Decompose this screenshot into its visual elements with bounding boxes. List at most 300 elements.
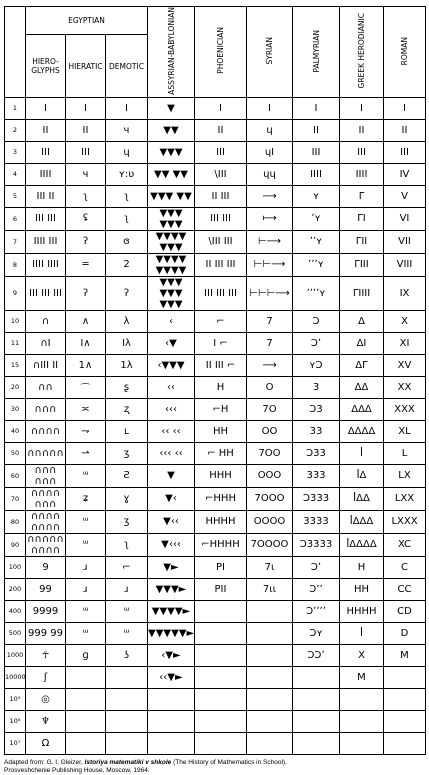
hieroglyphs-cell: I — [26, 97, 66, 119]
table-row — [5, 163, 426, 185]
palmyrian-cell: Ↄʼ — [293, 556, 340, 578]
greek-cell: ꟾΔΔΔ — [340, 510, 384, 533]
demotic-cell: ʖ — [106, 644, 148, 666]
syrian-cell — [247, 644, 293, 666]
roman-cell: X — [384, 310, 426, 332]
number-cell: 20 — [5, 376, 26, 398]
number-cell: 1000 — [5, 644, 26, 666]
phoenician-cell — [195, 666, 247, 688]
syrian-cell: OOO — [247, 464, 293, 487]
table-row — [5, 442, 426, 464]
palmyrian-cell: 3 — [293, 376, 340, 398]
roman-cell: XX — [384, 376, 426, 398]
number-cell: 1 — [5, 97, 26, 119]
greek-cell: H — [340, 556, 384, 578]
hieroglyphs-cell: ∩∩ — [26, 376, 66, 398]
roman-cell — [384, 710, 426, 732]
number-cell: 4 — [5, 163, 26, 185]
roman-cell: XI — [384, 332, 426, 354]
greek-header-label: GREEK HERODIANIC — [357, 13, 366, 89]
palmyrian-cell — [293, 666, 340, 688]
phoenician-cell — [195, 688, 247, 710]
number-cell: 400 — [5, 600, 26, 622]
palmyrian-cell: Ↄ33 — [293, 442, 340, 464]
number-cell: 7 — [5, 230, 26, 253]
syrian-cell — [247, 688, 293, 710]
phoenician-cell — [195, 622, 247, 644]
hieroglyphs-header: HIERO-GLYPHS — [26, 35, 66, 98]
syrian-cell: 7OO — [247, 442, 293, 464]
demotic-cell: λ — [106, 310, 148, 332]
hieratic-cell: ᵚ — [66, 510, 106, 533]
hieroglyphs-cell: ∩ — [26, 310, 66, 332]
table-row — [5, 644, 426, 666]
assyrian-cell: ▼▼▼ ▼▼ — [148, 185, 195, 207]
syrian-cell: 7 — [247, 310, 293, 332]
hieratic-cell: ɹ — [66, 578, 106, 600]
phoenician-cell: ⌐HHH — [195, 487, 247, 510]
caption-book-title: Istoriya matematiki v shkole — [84, 758, 172, 766]
phoenician-cell: III III III — [195, 276, 247, 310]
assyrian-cell: ‹‹ — [148, 376, 195, 398]
hieratic-cell: ⇀ — [66, 442, 106, 464]
assyrian-cell: ▼▼▼► — [148, 578, 195, 600]
assyrian-cell: ‹‹▼► — [148, 666, 195, 688]
palmyrian-cell: Ↄ3333 — [293, 533, 340, 556]
number-cell: 5 — [5, 185, 26, 207]
palmyrian-cell: Ↄʼʼʼʼ — [293, 600, 340, 622]
syrian-cell: I — [247, 97, 293, 119]
assyrian-cell — [148, 732, 195, 754]
hieratic-header: HIERATIC — [66, 35, 106, 98]
hieratic-cell: I∧ — [66, 332, 106, 354]
table-row — [5, 119, 426, 141]
palmyrian-header-label: PALMYRIAN — [311, 29, 321, 73]
demotic-cell: ʔ — [106, 276, 148, 310]
demotic-cell — [106, 688, 148, 710]
demotic-cell: ᵚ — [106, 622, 148, 644]
number-cell: 50 — [5, 442, 26, 464]
greek-cell: ΔΓ — [340, 354, 384, 376]
assyrian-cell: ‹‹ ‹‹ — [148, 420, 195, 442]
table-row — [5, 310, 426, 332]
numeral-systems-table — [4, 6, 426, 755]
phoenician-cell — [195, 644, 247, 666]
roman-cell: C — [384, 556, 426, 578]
assyrian-cell: ‹ — [148, 310, 195, 332]
greek-header — [340, 7, 384, 98]
syrian-cell: ⟶ — [247, 354, 293, 376]
assyrian-cell: ‹‹‹ ‹‹ — [148, 442, 195, 464]
palmyrian-cell: 333 — [293, 464, 340, 487]
roman-cell: I — [384, 97, 426, 119]
phoenician-cell: \III III — [195, 230, 247, 253]
hieratic-cell: ᵚ — [66, 533, 106, 556]
assyrian-cell: ▼ — [148, 97, 195, 119]
greek-cell: ΓIIII — [340, 276, 384, 310]
palmyrian-cell: II — [293, 119, 340, 141]
assyrian-cell: ▼‹‹ — [148, 510, 195, 533]
roman-cell: VI — [384, 207, 426, 230]
phoenician-cell — [195, 732, 247, 754]
table-row — [5, 578, 426, 600]
syrian-cell: 7OOO — [247, 487, 293, 510]
number-cell: 3 — [5, 141, 26, 163]
greek-cell: ΔΔ — [340, 376, 384, 398]
greek-cell: ꟾ — [340, 622, 384, 644]
number-cell: 10 — [5, 310, 26, 332]
table-row — [5, 732, 426, 754]
palmyrian-cell: IIII — [293, 163, 340, 185]
roman-cell: XC — [384, 533, 426, 556]
caption-publisher: Prosveshchenie Publishing House, Moscow, 1964. — [4, 766, 150, 774]
phoenician-cell: I — [195, 97, 247, 119]
number-cell: 10⁶ — [5, 710, 26, 732]
assyrian-cell: ▼‹ — [148, 487, 195, 510]
roman-cell: LX — [384, 464, 426, 487]
hieratic-cell: ≍ — [66, 398, 106, 420]
palmyrian-cell: ↃↃʼ — [293, 644, 340, 666]
hieratic-cell: ⌒ — [66, 376, 106, 398]
syrian-cell: ⊢⊢⟶ — [247, 253, 293, 276]
roman-cell: LXX — [384, 487, 426, 510]
syrian-cell: ⟶ — [247, 185, 293, 207]
roman-cell: II — [384, 119, 426, 141]
syrian-cell: OO — [247, 420, 293, 442]
syrian-cell: ⊢⊢⊢⟶ — [247, 276, 293, 310]
demotic-cell: ʐ — [106, 398, 148, 420]
phoenician-cell: III III — [195, 207, 247, 230]
roman-cell — [384, 732, 426, 754]
hieroglyphs-cell: ♆ — [26, 710, 66, 732]
phoenician-cell: III — [195, 141, 247, 163]
syrian-cell — [247, 710, 293, 732]
table-row — [5, 276, 426, 310]
syrian-cell — [247, 622, 293, 644]
syrian-cell: O — [247, 376, 293, 398]
demotic-cell: 1λ — [106, 354, 148, 376]
greek-cell: ΔI — [340, 332, 384, 354]
syrian-header — [247, 7, 293, 98]
phoenician-cell: ⌐ — [195, 310, 247, 332]
palmyrian-cell: III — [293, 141, 340, 163]
demotic-cell: ɞ — [106, 230, 148, 253]
roman-cell: III — [384, 141, 426, 163]
hieratic-cell: ʑ — [66, 487, 106, 510]
syrian-cell: 7O — [247, 398, 293, 420]
egyptian-header: EGYPTIAN — [26, 7, 148, 35]
hieroglyphs-cell: II — [26, 119, 66, 141]
demotic-cell: ʅ — [106, 207, 148, 230]
assyrian-cell: ▼‹‹‹ — [148, 533, 195, 556]
greek-cell: ΓII — [340, 230, 384, 253]
hieratic-cell: ʔ — [66, 276, 106, 310]
phoenician-cell: HHHH — [195, 510, 247, 533]
assyrian-cell: ‹▼ — [148, 332, 195, 354]
assyrian-cell: ▼▼▼▼▼► — [148, 622, 195, 644]
hieroglyphs-cell: 999 99 — [26, 622, 66, 644]
phoenician-cell: II III — [195, 185, 247, 207]
demotic-cell: Iλ — [106, 332, 148, 354]
number-cell: 500 — [5, 622, 26, 644]
demotic-cell: ɣ — [106, 487, 148, 510]
greek-cell: HHHH — [340, 600, 384, 622]
hieroglyphs-cell: ʃ — [26, 666, 66, 688]
roman-header — [384, 7, 426, 98]
hieroglyphs-cell: 9999 — [26, 600, 66, 622]
assyrian-cell: ▼▼ ▼▼ — [148, 163, 195, 185]
number-cell: 80 — [5, 510, 26, 533]
caption-rest: (The History of Mathematics in School). — [171, 758, 287, 766]
palmyrian-cell: 33 — [293, 420, 340, 442]
hieratic-cell: II — [66, 119, 106, 141]
palmyrian-cell: Ↄ3 — [293, 398, 340, 420]
numeral-table-body — [5, 97, 426, 754]
roman-cell: XXX — [384, 398, 426, 420]
phoenician-cell: ⌐ HH — [195, 442, 247, 464]
roman-cell: IX — [384, 276, 426, 310]
palmyrian-cell: I — [293, 97, 340, 119]
phoenician-cell — [195, 600, 247, 622]
palmyrian-header — [293, 7, 340, 98]
syrian-header-label: SYRIAN — [265, 37, 274, 65]
syrian-cell: ⟼ — [247, 207, 293, 230]
hieratic-cell: ʔ — [66, 230, 106, 253]
palmyrian-cell: ʼʼʼʼʏ — [293, 276, 340, 310]
greek-cell: ΓI — [340, 207, 384, 230]
hieratic-cell: ʢ — [66, 207, 106, 230]
table-row — [5, 253, 426, 276]
hieroglyphs-cell: 9 — [26, 556, 66, 578]
greek-cell: ꟾΔΔ — [340, 487, 384, 510]
number-cell: 30 — [5, 398, 26, 420]
roman-cell: CC — [384, 578, 426, 600]
demotic-cell — [106, 666, 148, 688]
table-row — [5, 398, 426, 420]
number-cell: 70 — [5, 487, 26, 510]
demotic-cell: ʒ — [106, 442, 148, 464]
assyrian-cell — [148, 710, 195, 732]
table-row — [5, 666, 426, 688]
syrian-cell: 7ιι — [247, 578, 293, 600]
hieratic-cell: ═ — [66, 253, 106, 276]
assyrian-cell: ▼▼▼▼ ▼▼▼▼ — [148, 253, 195, 276]
phoenician-header — [195, 7, 247, 98]
greek-cell — [340, 688, 384, 710]
hieratic-cell: ᵚ — [66, 464, 106, 487]
number-cell: 100 — [5, 556, 26, 578]
hieratic-cell: ч — [66, 163, 106, 185]
greek-cell: HH — [340, 578, 384, 600]
roman-cell: D — [384, 622, 426, 644]
palmyrian-cell — [293, 732, 340, 754]
assyrian-cell: ▼▼▼ ▼▼▼ — [148, 207, 195, 230]
assyrian-header-label: ASSYRIAN-BABYLONIAN — [166, 7, 176, 95]
hieroglyphs-cell: ∩∩∩∩ — [26, 420, 66, 442]
roman-cell: IV — [384, 163, 426, 185]
greek-cell: ꟾΔ — [340, 464, 384, 487]
hieroglyphs-cell: IIII — [26, 163, 66, 185]
greek-cell: ΓIII — [340, 253, 384, 276]
greek-cell: II — [340, 119, 384, 141]
table-row — [5, 207, 426, 230]
hieroglyphs-cell: Ω — [26, 732, 66, 754]
hieroglyphs-cell: ∩∩∩∩ ∩∩∩ — [26, 487, 66, 510]
assyrian-cell: ▼▼▼ ▼▼▼ ▼▼▼ — [148, 276, 195, 310]
caption-prefix: Adapted from: G. I. Gleizer, — [4, 758, 85, 766]
number-cell: 2 — [5, 119, 26, 141]
syrian-cell: 7 — [247, 332, 293, 354]
numeral-table-document — [4, 6, 425, 775]
table-row — [5, 487, 426, 510]
syrian-cell: ɥ — [247, 119, 293, 141]
demotic-cell: ʂ — [106, 376, 148, 398]
palmyrian-cell: ʼʼʏ — [293, 230, 340, 253]
demotic-cell: ʅ — [106, 533, 148, 556]
hieroglyphs-cell: ∩∩∩∩∩ ∩∩∩∩ — [27, 533, 64, 556]
demotic-cell: ɥ — [106, 141, 148, 163]
assyrian-cell: ▼▼ — [148, 119, 195, 141]
greek-cell: ꟾ — [340, 442, 384, 464]
table-row — [5, 533, 426, 556]
phoenician-cell: II III ⌐ — [195, 354, 247, 376]
hieratic-cell: III — [66, 141, 106, 163]
demotic-cell: ⌐ — [106, 556, 148, 578]
roman-cell: LXXX — [384, 510, 426, 533]
hieroglyphs-cell: 99 — [26, 578, 66, 600]
phoenician-cell: II — [195, 119, 247, 141]
greek-cell: III — [340, 141, 384, 163]
greek-cell — [340, 710, 384, 732]
demotic-cell: Ƨ — [106, 464, 148, 487]
syrian-cell: ⊢⟶ — [247, 230, 293, 253]
number-cell: 6 — [5, 207, 26, 230]
number-cell: 15 — [5, 354, 26, 376]
hieratic-cell: ɡ — [66, 644, 106, 666]
greek-cell: ΔΔΔΔ — [340, 420, 384, 442]
assyrian-cell: ▼▼▼ — [148, 141, 195, 163]
palmyrian-cell: ʏ — [293, 185, 340, 207]
demotic-cell: ɹ — [106, 578, 148, 600]
roman-cell: XV — [384, 354, 426, 376]
hieratic-cell — [66, 666, 106, 688]
hieroglyphs-cell: IIII IIII — [26, 253, 66, 276]
assyrian-cell: ▼ — [148, 464, 195, 487]
phoenician-cell: H — [195, 376, 247, 398]
demotic-cell: ʒ — [106, 510, 148, 533]
number-cell: 40 — [5, 420, 26, 442]
demotic-header: DEMOTIC — [106, 35, 148, 98]
demotic-cell: ч — [106, 119, 148, 141]
phoenician-cell — [195, 710, 247, 732]
demotic-cell: ʏ:ʋ — [106, 163, 148, 185]
assyrian-cell — [148, 688, 195, 710]
table-row — [5, 464, 426, 487]
roman-header-label: ROMAN — [400, 36, 409, 66]
syrian-cell — [247, 732, 293, 754]
syrian-cell: ɥI — [247, 141, 293, 163]
phoenician-cell: ⌐H — [195, 398, 247, 420]
table-row — [5, 97, 426, 119]
syrian-cell: ɥɥ — [247, 163, 293, 185]
phoenician-cell: II III III — [195, 253, 247, 276]
roman-cell — [384, 688, 426, 710]
hieroglyphs-cell: ∩I — [26, 332, 66, 354]
palmyrian-cell: ʏↃ — [293, 354, 340, 376]
hieroglyphs-cell: ∩∩∩ — [26, 398, 66, 420]
hieroglyphs-cell: ∩III II — [26, 354, 66, 376]
number-column-header — [5, 7, 26, 98]
roman-cell: M — [384, 644, 426, 666]
phoenician-cell: HH — [195, 420, 247, 442]
hieroglyphs-cell: IIII III — [26, 230, 66, 253]
palmyrian-cell: 3333 — [293, 510, 340, 533]
assyrian-cell: ‹▼► — [148, 644, 195, 666]
hieroglyphs-cell: III III — [26, 207, 66, 230]
demotic-cell — [106, 710, 148, 732]
palmyrian-cell: Ↄ333 — [293, 487, 340, 510]
hieratic-cell: ᵚ — [66, 600, 106, 622]
number-cell: 10000 — [5, 666, 26, 688]
hieratic-cell: ⇁ — [66, 420, 106, 442]
number-cell: 9 — [5, 276, 26, 310]
syrian-cell: 7OOOO — [247, 533, 293, 556]
phoenician-cell: ⌐HHHH — [195, 533, 247, 556]
hieroglyphs-cell: ∩∩∩∩∩ — [26, 442, 66, 464]
number-cell: 60 — [5, 464, 26, 487]
table-row — [5, 710, 426, 732]
palmyrian-cell: ʼʏ — [293, 207, 340, 230]
hieroglyphs-cell: III III III — [26, 276, 66, 310]
demotic-cell — [106, 732, 148, 754]
greek-cell: ΔΔΔ — [340, 398, 384, 420]
hieratic-cell — [66, 688, 106, 710]
hieratic-cell — [66, 732, 106, 754]
table-row — [5, 332, 426, 354]
greek-cell: Δ — [340, 310, 384, 332]
syrian-cell — [247, 666, 293, 688]
palmyrian-cell: Ↄʏ — [293, 622, 340, 644]
demotic-cell: 2 — [106, 253, 148, 276]
phoenician-header-label: PHOENICIAN — [216, 27, 225, 75]
number-cell: 8 — [5, 253, 26, 276]
table-row — [5, 354, 426, 376]
hieroglyphs-cell: III — [26, 141, 66, 163]
roman-cell: VII — [384, 230, 426, 253]
hieratic-cell: ʅ — [66, 185, 106, 207]
assyrian-cell: ▼► — [148, 556, 195, 578]
greek-cell — [340, 732, 384, 754]
palmyrian-cell: Ↄ — [293, 310, 340, 332]
roman-cell: CD — [384, 600, 426, 622]
hieroglyphs-cell: III II — [26, 185, 66, 207]
syrian-cell: 7ι — [247, 556, 293, 578]
demotic-cell: ᵚ — [106, 600, 148, 622]
number-cell: 10⁷ — [5, 732, 26, 754]
syrian-cell — [247, 600, 293, 622]
demotic-cell: ʟ — [106, 420, 148, 442]
phoenician-cell: PII — [195, 578, 247, 600]
assyrian-header — [148, 7, 195, 98]
phoenician-cell: HHH — [195, 464, 247, 487]
table-row — [5, 420, 426, 442]
assyrian-cell: ‹‹‹ — [148, 398, 195, 420]
demotic-cell: I — [106, 97, 148, 119]
table-row — [5, 600, 426, 622]
number-cell: 11 — [5, 332, 26, 354]
greek-cell: ꟾΔΔΔΔ — [340, 533, 384, 556]
table-row — [5, 688, 426, 710]
